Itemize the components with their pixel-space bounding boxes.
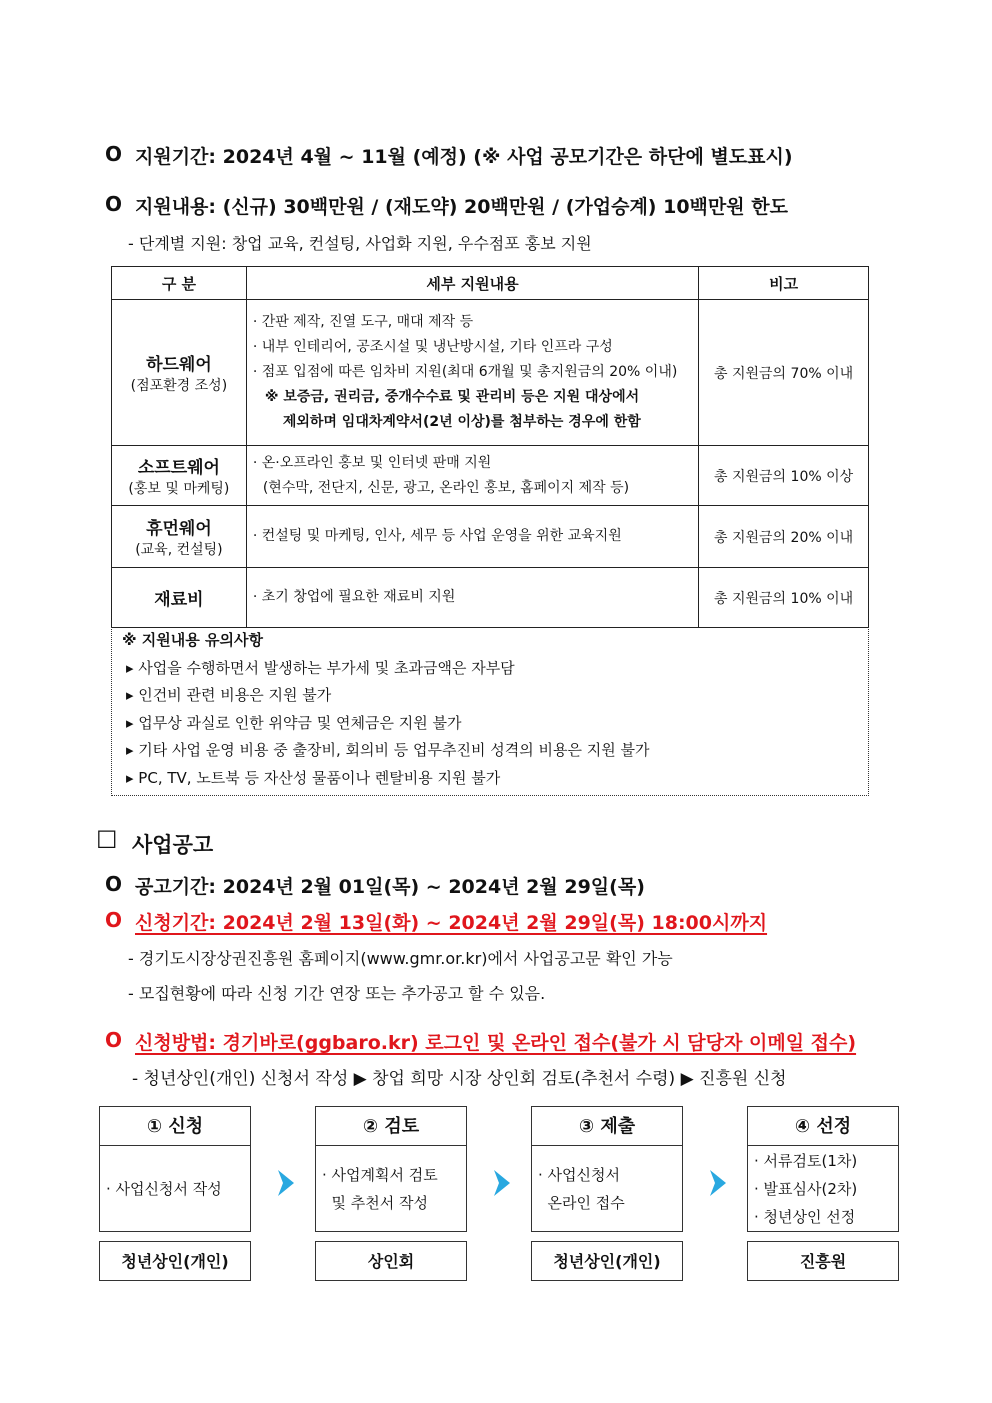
section-heading: 사업공고 <box>132 833 214 857</box>
detail-line: · 컨설팅 및 마케팅, 인사, 세무 등 사업 운영을 위한 교육지원 <box>252 528 622 544</box>
announce-period: 공고기간: 2024년 2월 01일(목) ~ 2024년 2월 29일(목) <box>135 876 645 898</box>
header-category: 구 분 <box>112 267 247 300</box>
step-line: · 청년상인 선정 <box>754 1207 856 1226</box>
table-row <box>112 446 869 506</box>
detail-line: · 간판 제작, 진열 도구, 매대 제작 등 <box>252 314 474 330</box>
step-actor: 청년상인(개인) <box>99 1241 251 1281</box>
detail-line: · 점포 입점에 따른 임차비 지원(최대 6개월 및 총지원금의 20% 이내) <box>252 364 678 380</box>
category-sub: (교육, 컨설팅) <box>135 542 223 558</box>
detail-line: · 초기 창업에 필요한 재료비 지원 <box>252 589 456 605</box>
step-title: ① 신청 <box>99 1106 251 1146</box>
note-cell: 총 지원금의 10% 이내 <box>699 568 869 628</box>
arrow-right-icon <box>492 1168 512 1198</box>
step-submit <box>531 1106 683 1271</box>
step-actor: 진흥원 <box>747 1241 899 1281</box>
header-note: 비고 <box>699 267 869 300</box>
step-apply <box>99 1106 251 1271</box>
step-line: · 사업신청서 작성 <box>106 1179 222 1198</box>
bullet-icon: O <box>105 192 123 216</box>
note-cell: 총 지원금의 70% 이내 <box>699 300 869 446</box>
step-title: ② 검토 <box>315 1106 467 1146</box>
detail-bold: ※ 보증금, 권리금, 중개수수료 및 관리비 등은 지원 대상에서 <box>264 389 640 405</box>
table-row <box>112 568 869 628</box>
arrow-right-icon <box>708 1168 728 1198</box>
category-sub: (점포환경 조성) <box>130 378 228 394</box>
step-line: · 사업신청서 <box>538 1165 620 1184</box>
table-row <box>112 300 869 446</box>
detail-line: · 온·오프라인 홍보 및 인터넷 판매 지원 <box>252 454 492 471</box>
bullet-icon: O <box>105 872 123 896</box>
notice-item: ▸ 사업을 수행하면서 발생하는 부가세 및 초과금액은 자부담 <box>126 658 515 677</box>
bullet-icon: O <box>105 142 123 166</box>
category-label: 하드웨어 <box>146 355 212 375</box>
notice-sub: - 경기도시장상권진흥원 홈페이지(www.gmr.or.kr)에서 사업공고문 확인 가능 <box>128 949 673 968</box>
step-actor: 상인회 <box>315 1241 467 1281</box>
step-line: 및 추천서 작성 <box>322 1193 429 1212</box>
detail-line: (현수막, 전단지, 신문, 광고, 온라인 홍보, 홈페이지 제작 등) <box>262 479 630 496</box>
step-actor: 청년상인(개인) <box>531 1241 683 1281</box>
step-line: 온라인 접수 <box>538 1193 625 1212</box>
category-label: 소프트웨어 <box>137 458 220 478</box>
bullet-icon: O <box>105 1028 123 1052</box>
header-details: 세부 지원내용 <box>246 267 698 300</box>
apply-flow: - 청년상인(개인) 신청서 작성 ▶ 창업 희망 시장 상인회 검토(추천서 수령) ▶ 진흥원 신청 <box>132 1069 787 1089</box>
checkbox-icon: ☐ <box>96 826 118 854</box>
bullet-icon: O <box>105 908 123 932</box>
detail-line: · 내부 인테리어, 공조시설 및 냉난방시설, 기타 인프라 구성 <box>252 339 613 355</box>
category-sub: (홍보 및 마케팅) <box>128 481 230 497</box>
apply-period: 신청기간: 2024년 2월 13일(화) ~ 2024년 2월 29일(목) 18:00시까지 <box>135 912 768 934</box>
notice-item: ▸ 기타 사업 운영 비용 중 출장비, 회의비 등 업무추진비 성격의 비용은 지원 불가 <box>126 741 650 759</box>
support-content: 지원내용: (신규) 30백만원 / (재도약) 20백만원 / (가업승계) 10백만원 한도 <box>135 196 788 218</box>
step-title: ④ 선정 <box>747 1106 899 1146</box>
step-select <box>747 1106 899 1271</box>
notice-item: ▸ PC, TV, 노트북 등 자산성 물품이나 렌탈비용 지원 불가 <box>126 768 501 787</box>
step-line: · 사업계획서 검토 <box>322 1165 438 1184</box>
apply-method: 신청방법: 경기바로(ggbaro.kr) 로그인 및 온라인 접수(불가 시 담당자 이메일 접수) <box>135 1032 857 1054</box>
step-line: · 서류검토(1차) <box>754 1151 858 1170</box>
support-period: 지원기간: 2024년 4월 ~ 11월 (예정) (※ 사업 공모기간은 하단에 별도표시) <box>135 146 793 168</box>
table-row <box>112 506 869 568</box>
step-line: · 발표심사(2차) <box>754 1179 858 1198</box>
category-label: 재료비 <box>154 590 204 610</box>
notice-title: ※ 지원내용 유의사항 <box>122 631 263 649</box>
note-cell: 총 지원금의 20% 이내 <box>699 506 869 568</box>
step-title: ③ 제출 <box>531 1106 683 1146</box>
notice-item: ▸ 업무상 과실로 인한 위약금 및 연체금은 지원 불가 <box>126 713 462 732</box>
arrow-right-icon <box>276 1168 296 1198</box>
support-table <box>111 266 869 628</box>
stage-support: - 단계별 지원: 창업 교육, 컨설팅, 사업화 지원, 우수점포 홍보 지원 <box>128 234 592 253</box>
detail-bold: 제외하며 임대차계약서(2년 이상)를 첨부하는 경우에 한함 <box>282 414 641 430</box>
category-label: 휴먼웨어 <box>146 519 212 539</box>
notice-item: ▸ 인건비 관련 비용은 지원 불가 <box>126 686 332 704</box>
notice-box <box>111 627 869 796</box>
notice-sub: - 모집현황에 따라 신청 기간 연장 또는 추가공고 할 수 있음. <box>128 984 546 1003</box>
note-cell: 총 지원금의 10% 이상 <box>699 446 869 506</box>
step-review <box>315 1106 467 1271</box>
